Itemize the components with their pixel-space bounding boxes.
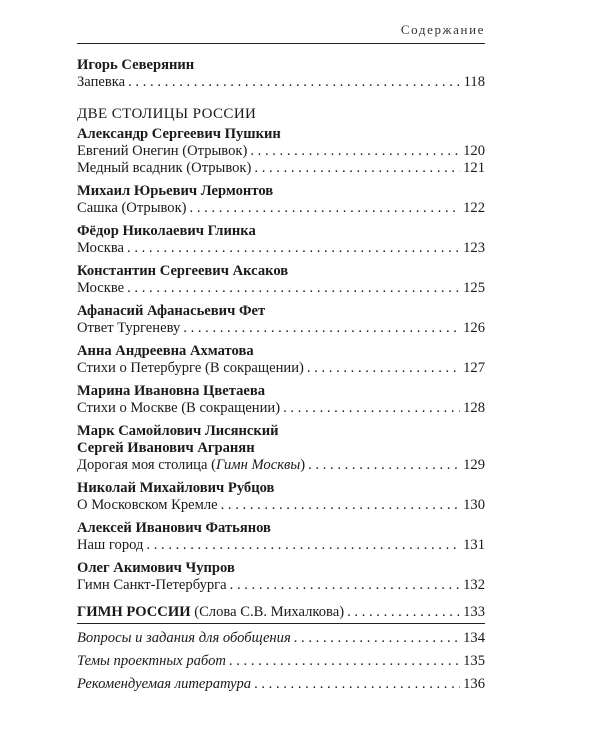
page-number: 118 bbox=[463, 74, 485, 90]
page-number: 122 bbox=[463, 200, 485, 216]
page-number: 132 bbox=[463, 577, 485, 593]
author-name: Анна Андреевна Ахматова bbox=[77, 343, 254, 359]
entry-title: Наш город bbox=[77, 537, 144, 553]
header-rule bbox=[77, 43, 485, 44]
entry-title-part: ) bbox=[300, 457, 306, 473]
leader-dots bbox=[190, 200, 461, 217]
toc-entry[interactable] bbox=[77, 676, 485, 693]
leader-dots bbox=[294, 630, 460, 647]
entry-title: О Московском Кремле bbox=[77, 497, 218, 513]
entry-title bbox=[77, 457, 305, 474]
entry-title-bold: ГИМН РОССИИ bbox=[77, 604, 191, 620]
toc-entry[interactable] bbox=[77, 143, 485, 160]
leader-dots bbox=[229, 653, 460, 670]
toc-entry[interactable] bbox=[77, 280, 485, 297]
toc-entry[interactable] bbox=[77, 160, 485, 177]
entry-title-part: Дорогая моя столица ( bbox=[77, 457, 216, 473]
leader-dots bbox=[127, 280, 460, 297]
toc-entry[interactable] bbox=[77, 320, 485, 337]
leader-dots bbox=[347, 604, 460, 621]
entry-title: Сашка (Отрывок) bbox=[77, 200, 187, 216]
entry-title bbox=[77, 604, 344, 621]
toc-entry[interactable] bbox=[77, 457, 485, 474]
page-number: 129 bbox=[463, 457, 485, 473]
leader-dots bbox=[230, 577, 460, 594]
author-name: Алексей Иванович Фатьянов bbox=[77, 520, 271, 536]
leader-dots bbox=[250, 143, 460, 160]
entry-title: Темы проектных работ bbox=[77, 653, 226, 669]
page-number: 121 bbox=[463, 160, 485, 176]
toc-entry[interactable] bbox=[77, 360, 485, 377]
entry-title: Вопросы и задания для обобщения bbox=[77, 630, 291, 646]
leader-dots bbox=[127, 240, 460, 257]
leader-dots bbox=[254, 160, 460, 177]
page-number: 125 bbox=[463, 280, 485, 296]
entry-title: Гимн Санкт-Петербурга bbox=[77, 577, 227, 593]
entry-title-italic: Гимн Москвы bbox=[215, 457, 301, 473]
page-number: 133 bbox=[463, 604, 485, 620]
toc-author-block bbox=[77, 480, 485, 514]
entry-title: Ответ Тургеневу bbox=[77, 320, 181, 336]
toc-author-block bbox=[77, 560, 485, 594]
toc-entry[interactable] bbox=[77, 497, 485, 514]
entry-title: Стихи о Петербурге (В сокращении) bbox=[77, 360, 304, 376]
toc-author-block bbox=[77, 423, 485, 474]
page-number: 130 bbox=[463, 497, 485, 513]
author-name: Марк Самойлович Лисянский bbox=[77, 423, 279, 439]
toc-author-block bbox=[77, 303, 485, 337]
toc-entry[interactable] bbox=[77, 630, 485, 647]
toc-author-block bbox=[77, 520, 485, 554]
toc-entry[interactable] bbox=[77, 74, 485, 91]
page-number: 135 bbox=[463, 653, 485, 669]
divider bbox=[77, 623, 485, 624]
toc-entry[interactable] bbox=[77, 577, 485, 594]
toc-entry[interactable] bbox=[77, 537, 485, 554]
leader-dots bbox=[283, 400, 460, 417]
leader-dots bbox=[254, 676, 460, 693]
toc-entry[interactable] bbox=[77, 400, 485, 417]
toc-entry[interactable] bbox=[77, 200, 485, 217]
toc-author-block bbox=[77, 126, 485, 177]
author-name: Фёдор Николаевич Глинка bbox=[77, 223, 256, 239]
entry-title: Медный всадник (Отрывок) bbox=[77, 160, 252, 176]
page-number: 123 bbox=[463, 240, 485, 256]
author-name-second: Сергей Иванович Агранян bbox=[77, 440, 255, 456]
toc-entry[interactable] bbox=[77, 240, 485, 257]
author-name: Николай Михайлович Рубцов bbox=[77, 480, 275, 496]
leader-dots bbox=[128, 74, 461, 91]
author-name: Марина Ивановна Цветаева bbox=[77, 383, 266, 399]
leader-dots bbox=[146, 537, 460, 554]
author-name: Афанасий Афанасьевич Фет bbox=[77, 303, 266, 319]
author-name: Александр Сергеевич Пушкин bbox=[77, 126, 281, 142]
running-head: Содержание bbox=[400, 22, 485, 37]
page-number: 131 bbox=[463, 537, 485, 553]
author-name: Олег Акимович Чупров bbox=[77, 560, 235, 576]
toc-author-block bbox=[77, 223, 485, 257]
author-name: Игорь Северянин bbox=[77, 57, 195, 73]
entry-title: Москва bbox=[77, 240, 125, 256]
entry-title-rest: (Слова С.В. Михалкова) bbox=[190, 604, 345, 620]
entry-title: Стихи о Москве (В сокращении) bbox=[77, 400, 281, 416]
author-name: Константин Сергеевич Аксаков bbox=[77, 263, 289, 279]
toc-entry-anthem[interactable] bbox=[77, 604, 485, 621]
toc-author-block bbox=[77, 263, 485, 297]
page-number: 128 bbox=[463, 400, 485, 416]
toc-content bbox=[77, 57, 485, 699]
toc-entry[interactable] bbox=[77, 653, 485, 670]
entry-title: Запевка bbox=[77, 74, 126, 90]
entry-title: Рекомендуемая литература bbox=[77, 676, 252, 692]
author-name: Михаил Юрьевич Лермонтов bbox=[77, 183, 274, 199]
leader-dots bbox=[183, 320, 460, 337]
toc-author-block bbox=[77, 183, 485, 217]
toc-author-block bbox=[77, 343, 485, 377]
page-number: 126 bbox=[463, 320, 485, 336]
leader-dots bbox=[221, 497, 460, 514]
entry-title: Евгений Онегин (Отрывок) bbox=[77, 143, 248, 159]
toc-author-block bbox=[77, 383, 485, 417]
entry-title: Москве bbox=[77, 280, 125, 296]
page-number: 134 bbox=[463, 630, 485, 646]
leader-dots bbox=[307, 360, 460, 377]
section-title: ДВЕ СТОЛИЦЫ РОССИИ bbox=[77, 106, 257, 122]
page-number: 120 bbox=[463, 143, 485, 159]
toc-author-block bbox=[77, 57, 485, 91]
page-number: 127 bbox=[463, 360, 485, 376]
page-number: 136 bbox=[463, 676, 485, 692]
leader-dots bbox=[308, 457, 460, 474]
